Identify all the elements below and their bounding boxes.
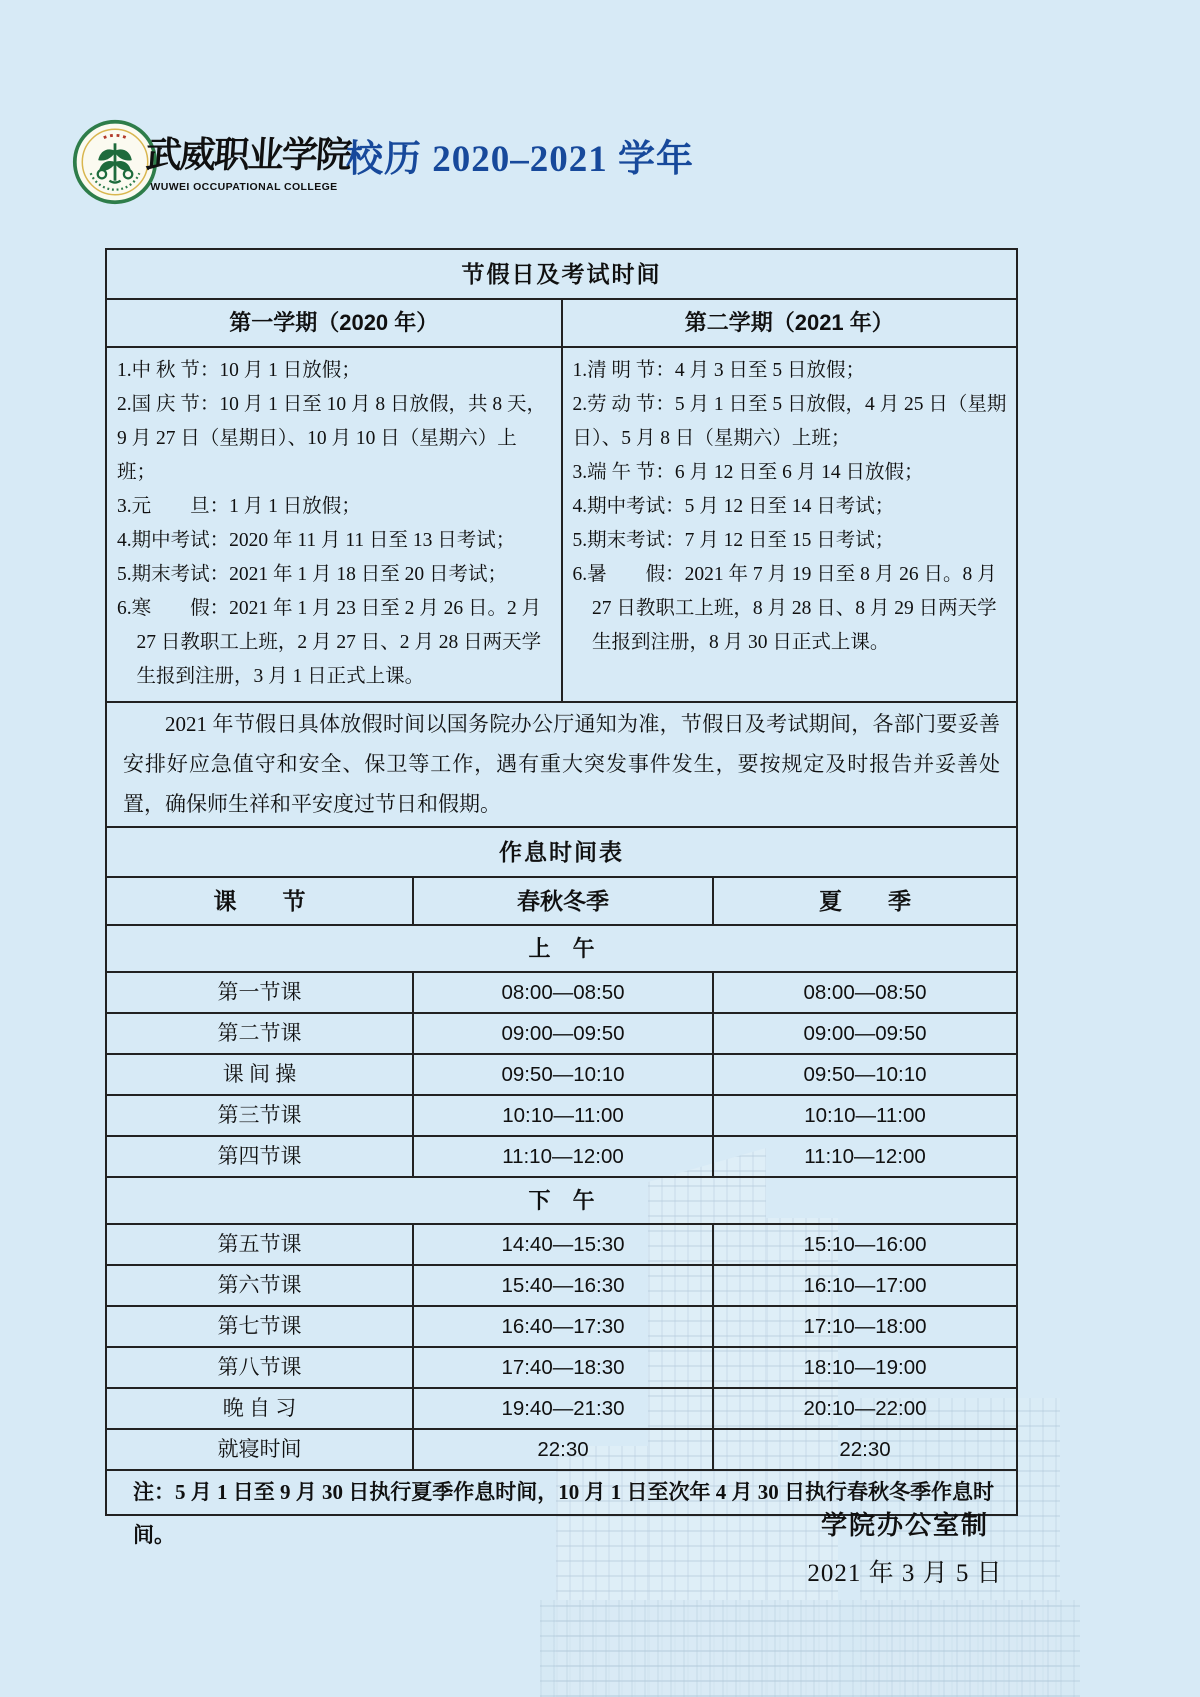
lesson-label: 第四节课: [217, 1144, 302, 1168]
schedule-table-title: 作息时间表: [499, 839, 624, 865]
holiday-item: 4.期中考试：5 月 12 日至 14 日考试；: [572, 496, 895, 517]
holiday-item: 6.寒 假：2021 年 1 月 23 日至 2 月 26 日。2 月 27 日教职工上班，2 月 27 日、2 月 28 日两天学生报到注册，3 月 1 日正式上课。: [117, 598, 542, 687]
holiday-note: 2021 年节假日具体放假时间以国务院办公厅通知为准，节假日及考试期间，各部门要妥善安排好应急值守和安全、保卫等工作，遇有重大突发事件发生，要按规定及时报告并妥善处置，确保师生祥和平安度过节日和假期。: [107, 701, 1016, 826]
col-header-lesson: 课 节: [213, 888, 306, 914]
time-value: 09:00—09:50: [412, 1014, 712, 1053]
lesson-label: 第一节课: [217, 980, 302, 1004]
section-afternoon: 下 午: [107, 1176, 1016, 1223]
semester2-items: [561, 348, 1017, 701]
lesson-label: 第五节课: [217, 1232, 302, 1256]
time-value: 16:40—17:30: [412, 1307, 712, 1346]
time-value: 14:40—15:30: [412, 1225, 712, 1264]
schedule-row: [107, 1387, 1016, 1428]
schedule-row: [107, 1346, 1016, 1387]
lesson-label: 第二节课: [217, 1021, 302, 1045]
footer: [750, 1505, 1060, 1589]
issuer: 学院办公室制: [820, 1510, 989, 1540]
time-value: 09:50—10:10: [712, 1055, 1016, 1094]
section-morning: 上 午: [107, 924, 1016, 971]
schedule-note: 注：5 月 1 日至 9 月 30 日执行夏季作息时间，10 月 1 日至次年 4 月 30 日执行春秋冬季作息时间。: [107, 1469, 1016, 1514]
schedule-row: [107, 1305, 1016, 1346]
college-brand: [144, 127, 352, 193]
schedule-row: [107, 1094, 1016, 1135]
page-title: 校历 2020–2021 学年: [346, 139, 694, 180]
holiday-exam-table: [105, 248, 1018, 826]
lesson-label: 第七节课: [217, 1314, 302, 1338]
lesson-label: 就寝时间: [217, 1437, 302, 1461]
schedule-row: [107, 1223, 1016, 1264]
schedule-row: [107, 1428, 1016, 1469]
col-header-summer: 夏 季: [712, 878, 1016, 924]
semester-content-row: [107, 346, 1016, 701]
lesson-label: 第三节课: [217, 1103, 302, 1127]
time-value: 09:00—09:50: [712, 1014, 1016, 1053]
holiday-item: 3.端 午 节：6 月 12 日至 6 月 14 日放假；: [572, 462, 924, 483]
holiday-table-title: 节假日及考试时间: [461, 261, 662, 287]
holiday-item: 2.劳 动 节：5 月 1 日至 5 日放假，4 月 25 日（星期日）、5 月 8 日（星期六）上班；: [572, 394, 1007, 449]
schedule-row: [107, 1053, 1016, 1094]
time-value: 15:10—16:00: [712, 1225, 1016, 1264]
schedule-row: [107, 1012, 1016, 1053]
lesson-label: 第八节课: [217, 1355, 302, 1379]
time-value: 22:30: [412, 1430, 712, 1469]
college-name-en: WUWEI OCCUPATIONAL COLLEGE: [150, 181, 338, 193]
time-value: 17:10—18:00: [712, 1307, 1016, 1346]
holiday-item: 2.国 庆 节：10 月 1 日至 10 月 8 日放假，共 8 天，9 月 27 日（星期日）、10 月 10 日（星期六）上班；: [117, 394, 547, 483]
lesson-label: 课 间 操: [222, 1062, 297, 1086]
time-value: 08:00—08:50: [412, 973, 712, 1012]
semester2-header: 第二学期（2021 年）: [561, 300, 1017, 346]
lesson-label: 第六节课: [217, 1273, 302, 1297]
semester1-header: 第一学期（2020 年）: [229, 310, 439, 335]
time-value: 16:10—17:00: [712, 1266, 1016, 1305]
holiday-item: 1.中 秋 节：10 月 1 日放假；: [117, 360, 361, 381]
lesson-label: 晚 自 习: [222, 1396, 297, 1420]
time-value: 18:10—19:00: [712, 1348, 1016, 1387]
time-value: 11:10—12:00: [412, 1137, 712, 1176]
time-value: 22:30: [712, 1430, 1016, 1469]
college-name-cn: 武威职业学院: [144, 134, 352, 176]
semester-header-row: [107, 298, 1016, 346]
schedule-row: [107, 971, 1016, 1012]
time-value: 15:40—16:30: [412, 1266, 712, 1305]
holiday-item: 5.期末考试：7 月 12 日至 15 日考试；: [572, 530, 895, 551]
time-value: 09:50—10:10: [412, 1055, 712, 1094]
time-value: 11:10—12:00: [712, 1137, 1016, 1176]
time-value: 19:40—21:30: [412, 1389, 712, 1428]
time-value: 10:10—11:00: [412, 1096, 712, 1135]
col-header-spring-autumn-winter: 春秋冬季: [412, 878, 712, 924]
holiday-item: 5.期末考试：2021 年 1 月 18 日至 20 日考试；: [117, 564, 508, 585]
holiday-item: 4.期中考试：2020 年 11 月 11 日至 13 日考试；: [117, 530, 516, 551]
time-value: 08:00—08:50: [712, 973, 1016, 1012]
holiday-item: 3.元 旦：1 月 1 日放假；: [117, 496, 361, 517]
issue-date: 2021 年 3 月 5 日: [807, 1560, 1003, 1587]
holiday-item: 6.暑 假：2021 年 7 月 19 日至 8 月 26 日。8 月 27 日教职工上班，8 月 28 日、8 月 29 日两天学生报到注册，8 月 30 日正式上课。: [572, 564, 997, 653]
watermark-base: [540, 1600, 1080, 1697]
holiday-item: 1.清 明 节：4 月 3 日至 5 日放假；: [572, 360, 866, 381]
semester1-items: [107, 348, 561, 701]
time-value: 10:10—11:00: [712, 1096, 1016, 1135]
time-value: 20:10—22:00: [712, 1389, 1016, 1428]
schedule-header-row: [107, 876, 1016, 924]
time-value: 17:40—18:30: [412, 1348, 712, 1387]
schedule-row: [107, 1135, 1016, 1176]
schedule-row: [107, 1264, 1016, 1305]
